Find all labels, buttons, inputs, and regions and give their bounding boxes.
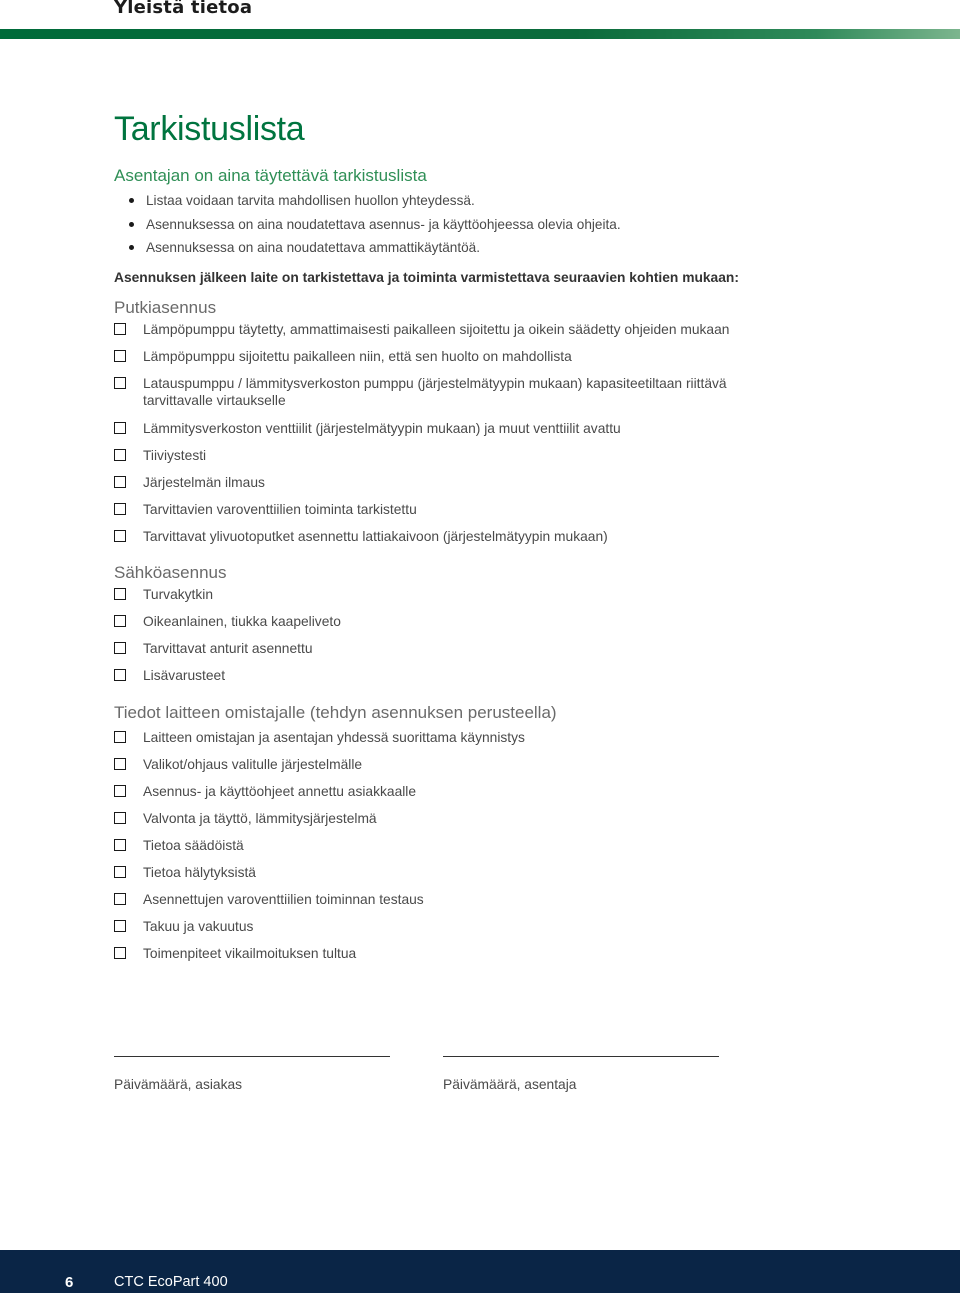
list-item <box>114 240 621 264</box>
checkbox[interactable] <box>114 893 126 905</box>
item-label: Asennettujen varoventtiilien toiminnan testaus <box>143 892 424 907</box>
checklist-item <box>114 447 729 474</box>
item-label: Turvakytkin <box>143 587 214 602</box>
checklist-item <box>114 640 341 667</box>
item-label: Takuu ja vakuutus <box>143 919 254 934</box>
bullet-icon <box>129 222 134 227</box>
checkbox[interactable] <box>114 669 126 681</box>
intro-heading: Asentajan on aina täytettävä tarkistuslista <box>114 166 427 185</box>
signature-label-installer: Päivämäärä, asentaja <box>443 1077 577 1092</box>
page-number: 6 <box>65 1274 74 1291</box>
checklist-item <box>114 729 525 756</box>
checkbox[interactable] <box>114 642 126 654</box>
checkbox[interactable] <box>114 588 126 600</box>
item-label: Valvonta ja täyttö, lämmitysjärjestelmä <box>143 811 377 826</box>
checkbox[interactable] <box>114 530 126 542</box>
checklist-item <box>114 918 525 945</box>
instruction-text: Asennuksen jälkeen laite on tarkistettava ja toiminta varmistettava seuraavien kohtien mukaan: <box>114 270 739 285</box>
item-label: Lisävarusteet <box>143 668 226 683</box>
checklist-item <box>114 474 729 501</box>
checklist-item <box>114 586 341 613</box>
item-label: Asennus- ja käyttöohjeet annettu asiakkaalle <box>143 784 417 799</box>
checklist-item <box>114 667 341 694</box>
signature-label-customer: Päivämäärä, asiakas <box>114 1077 243 1092</box>
checklist-item <box>114 375 729 420</box>
signature-line-installer[interactable] <box>443 1056 719 1057</box>
item-label: Tietoa hälytyksistä <box>143 865 256 880</box>
bullet-icon <box>129 198 134 203</box>
item-label: Lämpöpumppu sijoitettu paikalleen niin, että sen huolto on mahdollista <box>143 349 572 364</box>
item-label: Lämmitysverkoston venttiilit (järjestelmätyypin mukaan) ja muut venttiilit avattu <box>143 421 621 436</box>
checkbox[interactable] <box>114 839 126 851</box>
item-label-line-1: Latauspumppu / lämmitysverkoston pumppu (järjestelmätyypin mukaan) kapasiteetiltaan riittävä <box>143 376 727 391</box>
checkbox[interactable] <box>114 422 126 434</box>
item-label: Valikot/ohjaus valitulle järjestelmälle <box>143 757 363 772</box>
checklist-item <box>114 864 525 891</box>
checkbox[interactable] <box>114 920 126 932</box>
item-label: Oikeanlainen, tiukka kaapeliveto <box>143 614 341 629</box>
checklist-item <box>114 783 525 810</box>
checklist-item <box>114 348 729 375</box>
intro-bullet-list <box>114 193 621 264</box>
item-label: Tarvittavat anturit asennettu <box>143 641 313 656</box>
item-label-line-2: tarvittavalle virtaukselle <box>143 393 286 408</box>
bullet-icon <box>129 245 134 250</box>
checklist-item <box>114 420 729 447</box>
item-label: Järjestelmän ilmaus <box>143 475 265 490</box>
page-title: Tarkistuslista <box>114 110 305 148</box>
item-label: Tarvittavat ylivuotoputket asennettu lattiakaivoon (järjestelmätyypin mukaan) <box>143 529 608 544</box>
checkbox[interactable] <box>114 758 126 770</box>
checklist-owner-info <box>114 729 525 972</box>
section-title-sahkoasennus: Sähköasennus <box>114 563 227 582</box>
header-rule <box>0 29 960 39</box>
item-label: Tiiviystesti <box>143 448 207 463</box>
checkbox[interactable] <box>114 323 126 335</box>
checkbox[interactable] <box>114 615 126 627</box>
checkbox[interactable] <box>114 503 126 515</box>
checkbox[interactable] <box>114 947 126 959</box>
checklist-item <box>114 837 525 864</box>
checklist-sahkoasennus <box>114 586 341 694</box>
checkbox[interactable] <box>114 731 126 743</box>
section-title-owner-info: Tiedot laitteen omistajalle (tehdyn asennuksen perusteella) <box>114 703 557 722</box>
checklist-item <box>114 945 525 972</box>
checklist-item <box>114 528 729 555</box>
checkbox[interactable] <box>114 785 126 797</box>
checkbox[interactable] <box>114 812 126 824</box>
section-title-putkiasennus: Putkiasennus <box>114 298 217 317</box>
item-label: Laitteen omistajan ja asentajan yhdessä suorittama käynnistys <box>143 730 525 745</box>
checkbox[interactable] <box>114 476 126 488</box>
bullet-text: Asennuksessa on aina noudatettava asennus- ja käyttöohjeessa olevia ohjeita. <box>146 216 621 232</box>
checkbox[interactable] <box>114 377 126 389</box>
bullet-text: Asennuksessa on aina noudatettava ammattikäytäntöä. <box>146 240 481 255</box>
list-item <box>114 193 621 217</box>
checkbox[interactable] <box>114 449 126 461</box>
checkbox[interactable] <box>114 866 126 878</box>
item-label: Tarvittavien varoventtiilien toiminta tarkistettu <box>143 502 417 517</box>
list-item <box>114 217 621 241</box>
section-label: Yleistä tietoa <box>114 0 253 18</box>
bullet-text: Listaa voidaan tarvita mahdollisen huollon yhteydessä. <box>146 193 475 208</box>
checkbox[interactable] <box>114 350 126 362</box>
checklist-item <box>114 756 525 783</box>
item-label: Tietoa säädöistä <box>143 838 244 853</box>
checklist-putkiasennus <box>114 321 729 555</box>
item-label: Toimenpiteet vikailmoituksen tultua <box>143 946 357 961</box>
checklist-item <box>114 891 525 918</box>
checklist-item <box>114 613 341 640</box>
signature-line-customer[interactable] <box>114 1056 390 1057</box>
product-name: CTC EcoPart 400 <box>114 1274 228 1290</box>
checklist-item <box>114 810 525 837</box>
checklist-item <box>114 321 729 348</box>
checklist-item <box>114 501 729 528</box>
item-label: Lämpöpumppu täytetty, ammattimaisesti paikalleen sijoitettu ja oikein säädetty ohjeiden mukaan <box>143 322 730 337</box>
